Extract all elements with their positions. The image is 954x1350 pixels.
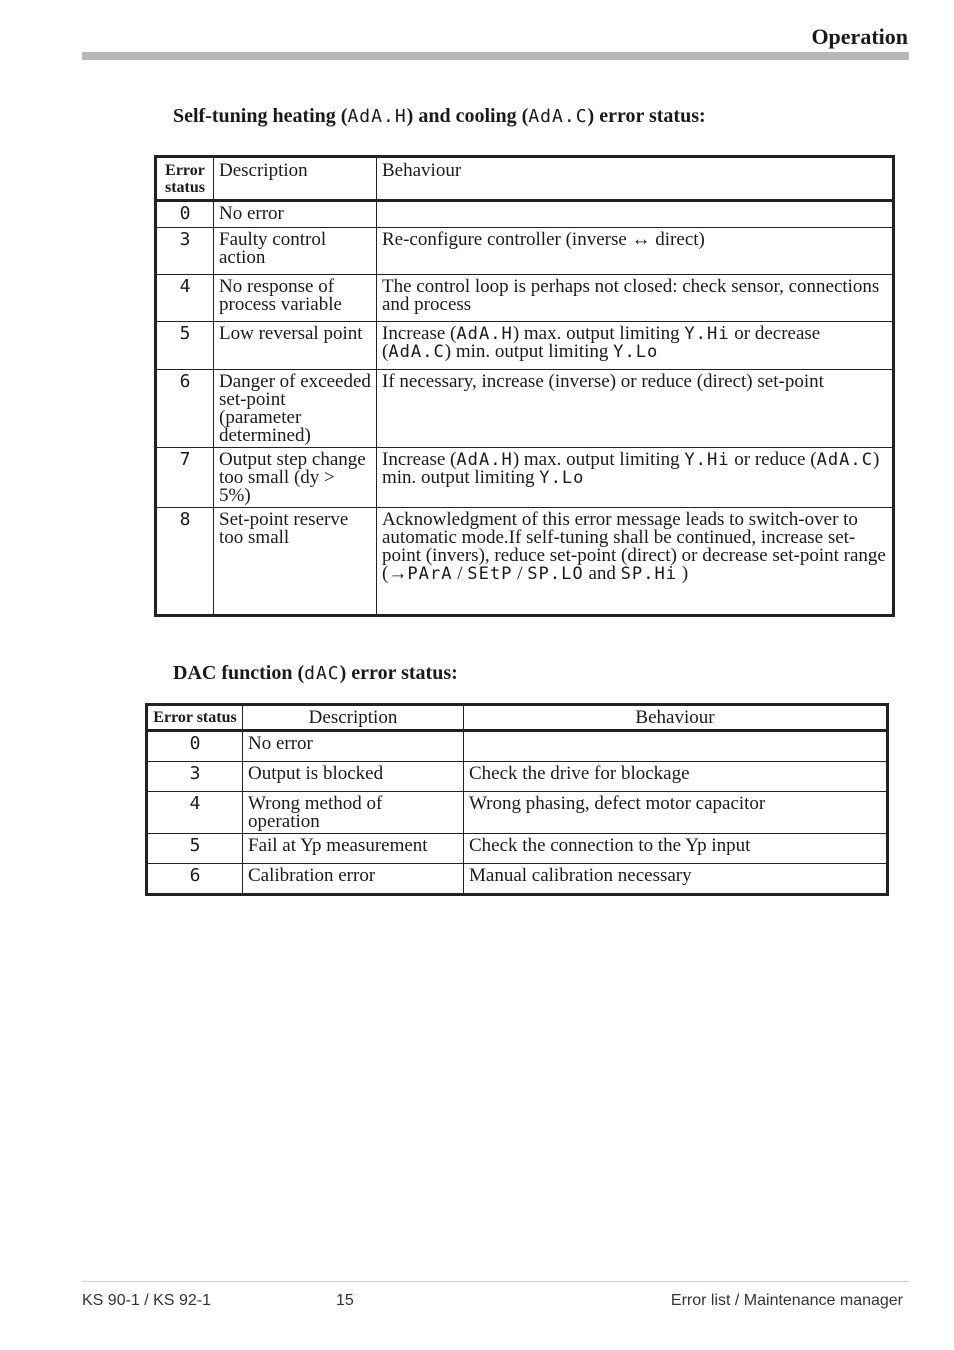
error-behaviour	[377, 508, 894, 616]
code-dac: dAC	[304, 663, 340, 684]
behaviour-text: )	[677, 563, 689, 584]
col-description: Description	[214, 157, 377, 201]
heading-text: DAC function (	[173, 662, 305, 684]
error-behaviour	[377, 201, 894, 228]
table-row	[156, 508, 894, 616]
table-row	[156, 201, 894, 228]
code-para: PArA	[407, 564, 453, 584]
code-splo: SP.LO	[527, 564, 584, 584]
table-row	[147, 731, 888, 762]
table-row	[156, 370, 894, 448]
error-code: 8	[156, 508, 214, 616]
error-behaviour: Check the drive for blockage	[464, 762, 888, 792]
error-description: Low reversal point	[214, 322, 377, 370]
error-code: 6	[156, 370, 214, 448]
behaviour-text: or decrease (	[382, 323, 821, 362]
behaviour-text: ) min. output limiting	[444, 341, 614, 362]
heading-text: ) error status:	[339, 662, 458, 684]
error-description: Output step change too small (dy > 5%)	[214, 448, 377, 508]
error-code: 7	[156, 448, 214, 508]
table-row	[147, 762, 888, 792]
error-description: Faulty control action	[214, 228, 377, 275]
behaviour-text: Increase (	[382, 449, 457, 470]
error-description: Fail at Yp measurement	[243, 834, 464, 864]
error-behaviour: If necessary, increase (inverse) or reduce (direct) set-point	[377, 370, 894, 448]
behaviour-text: /	[452, 563, 468, 584]
error-behaviour	[377, 448, 894, 508]
col-behaviour: Behaviour	[464, 705, 888, 731]
behaviour-text: /	[512, 563, 528, 584]
behaviour-text: ) max. output limiting	[512, 449, 685, 470]
code-adac: AdA.C	[388, 342, 445, 362]
error-behaviour: Manual calibration necessary	[464, 864, 888, 895]
error-code: 3	[147, 762, 243, 792]
table-row	[156, 228, 894, 275]
table-header-row	[147, 705, 888, 731]
heading-text: ) error status:	[587, 105, 706, 127]
error-description: Danger of exceeded set-point (parameter determined)	[214, 370, 377, 448]
code-yhi: Y.Hi	[684, 324, 730, 344]
error-behaviour	[464, 731, 888, 762]
footer-page-number: 15	[336, 1292, 354, 1309]
code-sphi: SP.Hi	[620, 564, 678, 584]
page-header-title: Operation	[811, 24, 908, 49]
behaviour-text: ) min. output limiting	[382, 449, 880, 488]
error-description: Set-point reserve too small	[214, 508, 377, 616]
error-behaviour: Check the connection to the Yp input	[464, 834, 888, 864]
footer-rule	[82, 1281, 909, 1282]
footer-section: Error list / Maintenance manager	[670, 1292, 903, 1309]
col-behaviour: Behaviour	[377, 157, 894, 201]
code-adah: AdA.H	[456, 450, 513, 470]
self-tuning-heading	[173, 105, 706, 128]
behaviour-text: (→	[382, 563, 408, 584]
code-ylo: Y.Lo	[613, 342, 659, 362]
error-code: 0	[156, 201, 214, 228]
error-code: 4	[156, 275, 214, 322]
code-setp: SEtP	[467, 564, 513, 584]
error-description: Output is blocked	[243, 762, 464, 792]
error-description: Wrong method of operation	[243, 792, 464, 834]
behaviour-text: and	[583, 563, 621, 584]
behaviour-text: Increase (	[382, 323, 457, 344]
table-row	[156, 322, 894, 370]
code-adac: AdA.C	[528, 106, 588, 127]
table-row	[156, 275, 894, 322]
col-error-status: Error status	[147, 705, 243, 731]
error-behaviour: The control loop is perhaps not closed: check sensor, connections and process	[377, 275, 894, 322]
error-description: No response of process variable	[214, 275, 377, 322]
error-behaviour: Wrong phasing, defect motor capacitor	[464, 792, 888, 834]
behaviour-text: ) max. output limiting	[512, 323, 685, 344]
table-header-row	[156, 157, 894, 201]
code-adac: AdA.C	[816, 450, 874, 470]
error-code: 5	[156, 322, 214, 370]
code-yhi: Y.Hi	[684, 450, 730, 470]
dac-error-table	[145, 703, 889, 896]
error-code: 0	[147, 731, 243, 762]
code-ylo: Y.Lo	[539, 468, 585, 488]
error-code: 4	[147, 792, 243, 834]
error-code: 6	[147, 864, 243, 895]
table-row	[147, 834, 888, 864]
col-description: Description	[243, 705, 464, 731]
table-row	[147, 792, 888, 834]
code-adah: AdA.H	[347, 106, 407, 127]
error-code: 3	[156, 228, 214, 275]
error-behaviour: Re-configure controller (inverse ↔ direct)	[377, 228, 894, 275]
col-error-status: Error status	[156, 157, 214, 201]
table-row	[156, 448, 894, 508]
dac-heading	[173, 662, 458, 685]
code-adah: AdA.H	[456, 324, 513, 344]
table-row	[147, 864, 888, 895]
error-description: No error	[243, 731, 464, 762]
footer-model: KS 90-1 / KS 92-1	[82, 1292, 211, 1309]
error-code: 5	[147, 834, 243, 864]
behaviour-text: or reduce (	[729, 449, 817, 470]
error-description: Calibration error	[243, 864, 464, 895]
self-tuning-error-table	[154, 155, 895, 617]
heading-text: Self-tuning heating (	[173, 105, 348, 127]
heading-text: ) and cooling (	[406, 105, 529, 127]
behaviour-text: Acknowledgment of this error message leads to switch-over to automatic mode.If self-tuning shall be continued, increase set-point (invers), reduce set-point (direct) or decrease set-point range	[382, 509, 886, 566]
error-behaviour	[377, 322, 894, 370]
header-rule	[82, 52, 909, 60]
error-description: No error	[214, 201, 377, 228]
